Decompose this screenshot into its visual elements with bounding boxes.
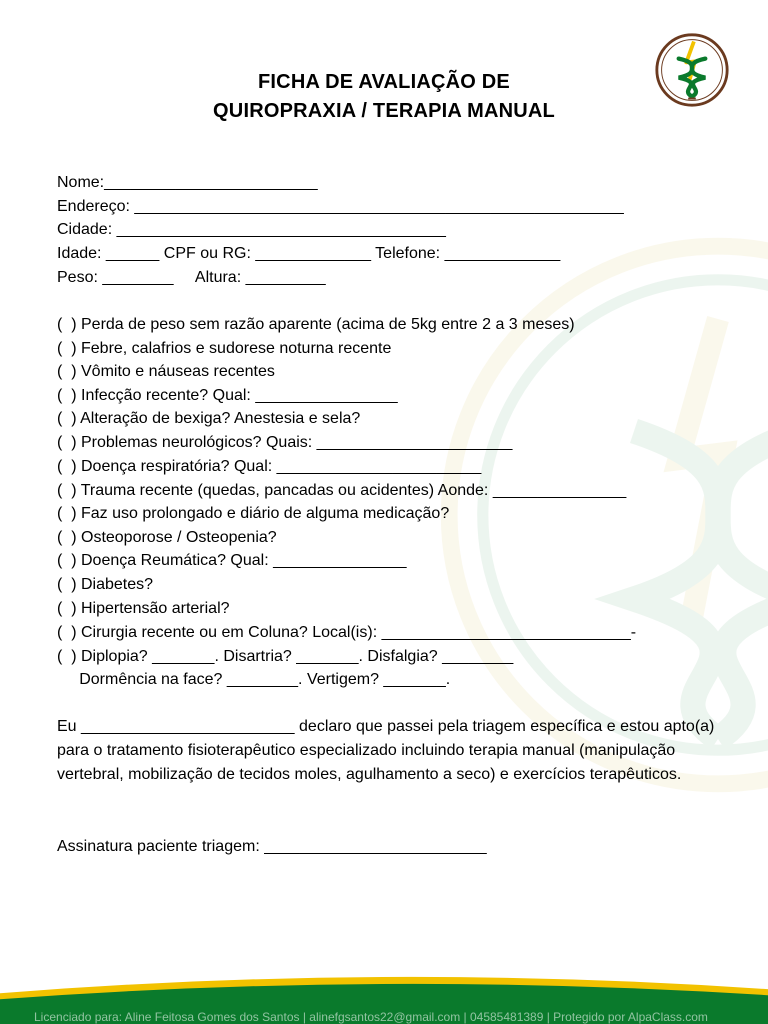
field-idade-cpf-telefone[interactable]: Idade: ______ CPF ou RG: _____________ Telefone: _____________ — [57, 245, 561, 262]
checklist-item[interactable]: ( ) Diabetes? — [57, 576, 154, 593]
signature-field[interactable]: Assinatura paciente triagem: _________________________ — [57, 838, 487, 855]
checklist-item[interactable]: ( ) Vômito e náuseas recentes — [57, 363, 275, 380]
field-cidade[interactable]: Cidade: _____________________________________ — [57, 221, 446, 238]
checklist-item[interactable]: ( ) Problemas neurológicos? Quais: ______________________ — [57, 434, 513, 451]
field-endereco[interactable]: Endereço: _______________________________________________________ — [57, 198, 624, 215]
declaration-paragraph: Eu ________________________ declaro que passei pela triagem específica e estou apto(a) para o tratamento fisioterapêutico especializado incluindo terapia manual (manipulação vertebral, mobilização de tecidos moles, agulhamento a seco) e exercícios terapêuticos. — [57, 718, 715, 783]
checklist-item[interactable]: ( ) Faz uso prolongado e diário de alguma medicação? — [57, 505, 450, 522]
field-nome[interactable]: Nome:________________________ — [57, 174, 318, 191]
checklist-item[interactable]: ( ) Doença Reumática? Qual: _______________ — [57, 552, 407, 569]
checklist-item-continuation[interactable]: Dormência na face? ________. Vertigem? _______. — [57, 671, 451, 688]
checklist-item[interactable]: ( ) Cirurgia recente ou em Coluna? Local(is): ____________________________- — [57, 624, 637, 641]
form-title-line-2: QUIROPRAXIA / TERAPIA MANUAL — [213, 100, 555, 122]
field-peso-altura[interactable]: Peso: ________ Altura: _________ — [57, 269, 326, 286]
license-footer: Licenciado para: Aline Feitosa Gomes dos Santos | alinefgsantos22@gmail.com | 04585481389 | Protegido por AlpaClass.com — [34, 1010, 708, 1024]
checklist-item[interactable]: ( ) Trauma recente (quedas, pancadas ou acidentes) Aonde: _______________ — [57, 482, 627, 499]
checklist-item[interactable]: ( ) Perda de peso sem razão aparente (acima de 5kg entre 2 a 3 meses) — [57, 316, 575, 333]
caduceus-logo — [654, 32, 730, 108]
checklist-item[interactable]: ( ) Alteração de bexiga? Anestesia e sela? — [57, 410, 361, 427]
checklist-item[interactable]: ( ) Osteoporose / Osteopenia? — [57, 529, 277, 546]
form-title-line-1: FICHA DE AVALIAÇÃO DE — [258, 71, 510, 93]
checklist-item[interactable]: ( ) Febre, calafrios e sudorese noturna recente — [57, 340, 392, 357]
checklist-item[interactable]: ( ) Infecção recente? Qual: ________________ — [57, 387, 398, 404]
checklist-item[interactable]: ( ) Hipertensão arterial? — [57, 600, 230, 617]
checklist-item[interactable]: ( ) Doença respiratória? Qual: _______________________ — [57, 458, 482, 475]
checklist-item[interactable]: ( ) Diplopia? _______. Disartria? _______. Disfalgia? ________ — [57, 648, 514, 665]
